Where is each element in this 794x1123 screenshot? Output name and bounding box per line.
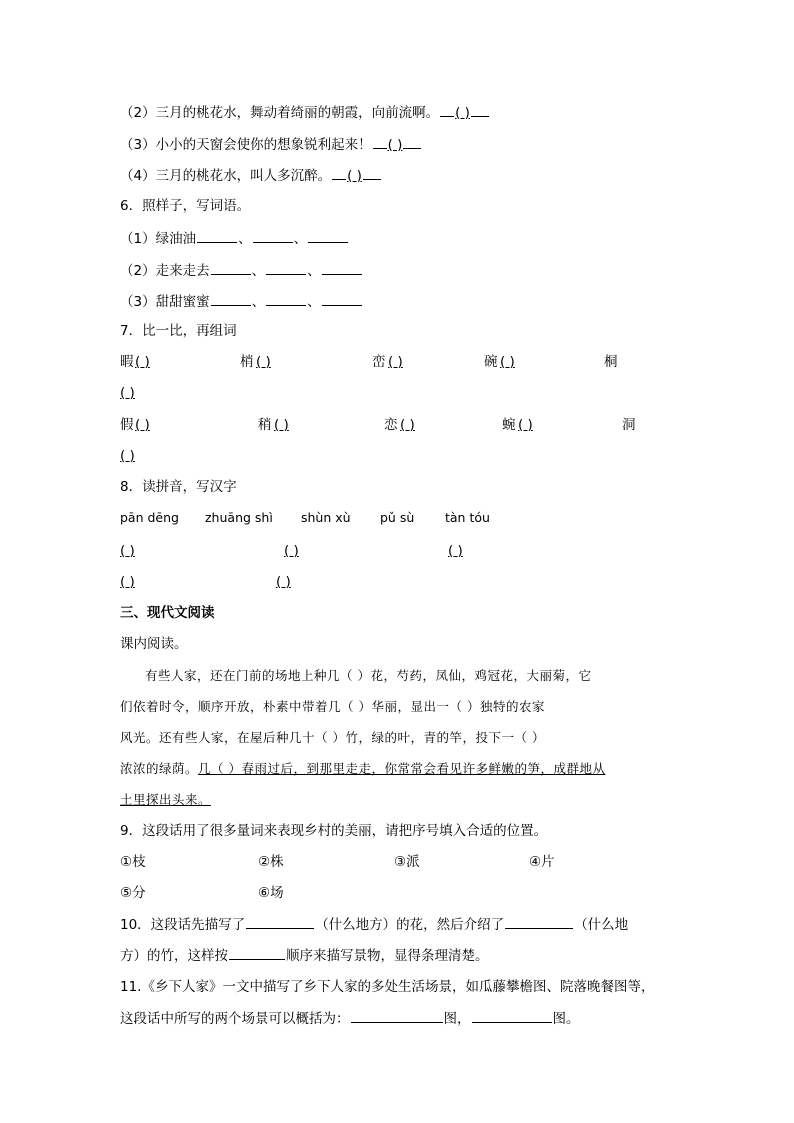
option: ③派 bbox=[394, 854, 420, 870]
q10-line-2: 方）的竹，这样按 顺序来描写景物，显得条理清楚。 bbox=[120, 945, 489, 966]
q7-char: 稍 bbox=[258, 417, 272, 433]
pinyin: pān dēng bbox=[120, 510, 179, 525]
option: ⑥场 bbox=[258, 885, 284, 901]
pinyin-answer-blank[interactable]: ( ) bbox=[448, 543, 463, 559]
pinyin: shùn xù bbox=[301, 510, 351, 525]
answer-blank[interactable] bbox=[308, 228, 348, 243]
reading-intro: 课内阅读。 bbox=[120, 636, 188, 652]
pinyin-answer-blank[interactable]: ( ) bbox=[276, 574, 291, 590]
q7-blank[interactable]: ( ) bbox=[120, 385, 135, 401]
answer-blank[interactable] bbox=[266, 291, 306, 306]
q7-char: 洞 bbox=[622, 417, 636, 433]
q7-blank[interactable]: ( ) bbox=[500, 354, 515, 370]
answer-blank[interactable] bbox=[472, 1008, 552, 1023]
answer-blank[interactable] bbox=[197, 228, 237, 243]
passage-line: 风光。还有些人家，在屋后种几十（ ）竹，绿的叶，青的竿，投下一（ ） bbox=[120, 730, 545, 745]
pinyin: zhuāng shì bbox=[205, 510, 273, 525]
q7-blank[interactable]: ( ) bbox=[388, 354, 403, 370]
q6-item-1: （1）绿油油 、 、 bbox=[120, 228, 349, 249]
answer-blank[interactable] bbox=[332, 165, 346, 180]
pinyin-answer-blank[interactable]: ( ) bbox=[120, 543, 135, 559]
answer-blank[interactable] bbox=[211, 260, 251, 275]
q11-line-2: 这段话中所写的两个场景可以概括为： 图， 图。 bbox=[120, 1008, 580, 1029]
answer-blank[interactable] bbox=[229, 945, 285, 960]
option: ②株 bbox=[258, 854, 284, 870]
answer-blank[interactable] bbox=[505, 914, 573, 929]
pinyin: pǔ sù bbox=[380, 510, 415, 525]
passage-line: 浓浓的绿荫。几（ ）春雨过后，到那里走走，你常常会看见许多鲜嫩的笋，成群地从 bbox=[120, 761, 606, 776]
q7-char: 碗 bbox=[484, 354, 498, 370]
q5-item-4: （4）三月的桃花水，叫人多沉醉。 ( ) bbox=[120, 165, 382, 186]
q7-blank[interactable]: ( ) bbox=[135, 417, 150, 433]
answer-blank[interactable] bbox=[253, 228, 293, 243]
q7-blank[interactable]: ( ) bbox=[135, 354, 150, 370]
answer-blank[interactable] bbox=[363, 165, 381, 180]
q6-title: 6．照样子，写词语。 bbox=[120, 198, 251, 214]
q11-line-1: 11.《乡下人家》一文中描写了乡下人家的多处生活场景，如瓜藤攀檐图、院落晚餐图等， bbox=[120, 979, 655, 995]
q5-item-2: （2）三月的桃花水，舞动着绮丽的朝霞，向前流啊。 ( ) bbox=[120, 102, 490, 123]
answer-blank[interactable] bbox=[403, 134, 421, 149]
pinyin-answer-blank[interactable]: ( ) bbox=[284, 543, 299, 559]
option: ⑤分 bbox=[120, 885, 146, 901]
section-title: 三、现代文阅读 bbox=[120, 605, 215, 621]
q7-blank[interactable]: ( ) bbox=[518, 417, 533, 433]
passage-line: 有些人家，还在门前的场地上种几（ ）花，芍药，凤仙，鸡冠花，大丽菊，它 bbox=[145, 668, 592, 683]
q6-item-2: （2）走来走去 、 、 bbox=[120, 260, 363, 281]
q7-blank[interactable]: ( ) bbox=[120, 448, 135, 464]
q7-blank[interactable]: ( ) bbox=[256, 354, 271, 370]
q7-char: 桐 bbox=[604, 354, 618, 370]
q7-blank[interactable]: ( ) bbox=[400, 417, 415, 433]
answer-blank[interactable] bbox=[322, 260, 362, 275]
q7-char: 暇 bbox=[120, 354, 134, 370]
q7-char: 峦 bbox=[372, 354, 386, 370]
q7-blank[interactable]: ( ) bbox=[274, 417, 289, 433]
q7-char: 蜿 bbox=[502, 417, 516, 433]
pinyin-answer-blank[interactable]: ( ) bbox=[120, 574, 135, 590]
pinyin: tàn tóu bbox=[445, 510, 490, 525]
answer-blank[interactable] bbox=[471, 102, 489, 117]
answer-blank[interactable] bbox=[211, 291, 251, 306]
passage-line: 土里探出头来。 bbox=[120, 792, 212, 807]
passage-line: 们依着时令，顺序开放，朴素中带着几（ ）华丽，显出一（ ）独特的农家 bbox=[120, 699, 545, 714]
q7-char: 梢 bbox=[240, 354, 254, 370]
option: ①枝 bbox=[120, 854, 146, 870]
q7-title: 7．比一比，再组词 bbox=[120, 323, 237, 339]
q10-line-1: 10．这段话先描写了 （什么地方）的花，然后介绍了 （什么地 bbox=[120, 914, 628, 935]
answer-blank[interactable] bbox=[351, 1008, 443, 1023]
q7-char: 恋 bbox=[384, 417, 398, 433]
q7-char: 假 bbox=[120, 417, 134, 433]
option: ④片 bbox=[529, 854, 555, 870]
answer-blank[interactable] bbox=[246, 914, 314, 929]
underlined-sentence: 几（ ）春雨过后，到那里走走，你常常会看见许多鲜嫩的笋，成群地从 bbox=[198, 761, 606, 776]
answer-blank[interactable] bbox=[440, 102, 454, 117]
answer-blank[interactable] bbox=[266, 260, 306, 275]
q8-title: 8．读拼音，写汉字 bbox=[120, 479, 237, 495]
q6-item-3: （3）甜甜蜜蜜 、 、 bbox=[120, 291, 363, 312]
answer-blank[interactable] bbox=[322, 291, 362, 306]
q9-title: 9．这段话用了很多量词来表现乡村的美丽，请把序号填入合适的位置。 bbox=[120, 823, 548, 839]
answer-blank[interactable] bbox=[373, 134, 387, 149]
q5-item-3: （3）小小的天窗会使你的想象锐利起来！ ( ) bbox=[120, 134, 422, 155]
